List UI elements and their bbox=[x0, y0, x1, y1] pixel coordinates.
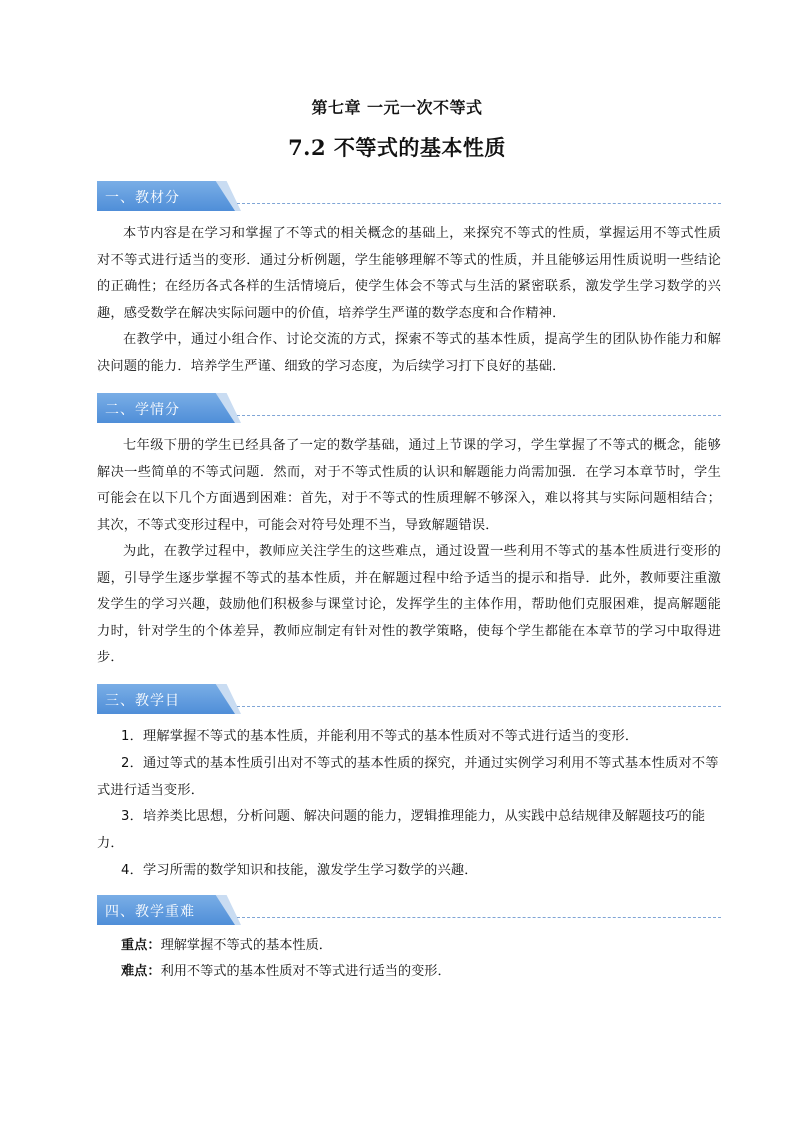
difficult-point-label: 难点： bbox=[121, 964, 161, 979]
section-title: 7.2 不等式的基本性质 bbox=[288, 135, 506, 160]
section-header-textbook-analysis bbox=[97, 181, 721, 211]
key-point-line bbox=[121, 934, 721, 958]
chapter-title: 第七章 一元一次不等式 bbox=[311, 98, 483, 117]
dashed-divider bbox=[237, 203, 721, 204]
section-header-teaching-goals bbox=[97, 684, 721, 714]
paragraph: 在教学中，通过小组合作、讨论交流的方式，探索不等式的基本性质，提高学生的团队协作能力和解决问题的能力．培养学生严谨、细致的学习态度，为后续学习打下良好的基础． bbox=[97, 332, 721, 374]
section-header-key-difficult bbox=[97, 895, 721, 925]
dashed-divider bbox=[237, 415, 721, 416]
goal-item: 4．学习所需的数学知识和技能，激发学生学习数学的兴趣． bbox=[121, 863, 478, 878]
section-label: 三、教学目 bbox=[105, 693, 180, 709]
section-label: 二、学情分 bbox=[105, 402, 180, 418]
goal-item: 2．通过等式的基本性质引出对不等式的基本性质的探究，并通过实例学习利用不等式基本性质对不等式进行适当变形． bbox=[97, 756, 719, 798]
goal-item: 3．培养类比思想，分析问题、解决问题的能力，逻辑推理能力，从实践中总结规律及解题技巧的能力． bbox=[97, 809, 706, 851]
paragraph: 本节内容是在学习和掌握了不等式的相关概念的基础上，来探究不等式的性质，掌握运用不等式性质对不等式进行适当的变形．通过分析例题，学生能够理解不等式的性质，并且能够运用性质说明一些结论的正确性；在经历各式各样的生活情境后，使学生体会不等式与生活的紧密联系，激发学生学习数学的兴趣，感受数学在解决实际问题中的价值，培养学生严谨的数学态度和合作精神． bbox=[97, 226, 721, 321]
dashed-divider bbox=[237, 917, 721, 918]
goal-item: 1．理解掌握不等式的基本性质，并能利用不等式的基本性质对不等式进行适当的变形． bbox=[121, 729, 639, 744]
paragraph: 七年级下册的学生已经具备了一定的数学基础，通过上节课的学习，学生掌握了不等式的概念，能够解决一些简单的不等式问题．然而，对于不等式性质的认识和解题能力尚需加强．在学习本章节时，学生可能会在以下几个方面遇到困难：首先，对于不等式的性质理解不够深入，难以将其与实际问题相结合；其次，不等式变形过程中，可能会对符号处理不当，导致解题错误． bbox=[97, 438, 721, 533]
section-label: 一、教材分 bbox=[105, 190, 180, 206]
difficult-point-line bbox=[121, 960, 721, 984]
dashed-divider bbox=[237, 706, 721, 707]
section-header-student-analysis bbox=[97, 393, 721, 423]
section-label: 四、教学重难 bbox=[105, 904, 195, 920]
difficult-point-text: 利用不等式的基本性质对不等式进行适当的变形． bbox=[160, 964, 451, 979]
key-point-label: 重点： bbox=[121, 938, 161, 953]
key-point-text: 理解掌握不等式的基本性质． bbox=[160, 938, 332, 953]
paragraph: 为此，在教学过程中，教师应关注学生的这些难点，通过设置一些利用不等式的基本性质进行变形的题，引导学生逐步掌握不等式的基本性质，并在解题过程中给予适当的提示和指导．此外，教师要注重激发学生的学习兴趣，鼓励他们积极参与课堂讨论，发挥学生的主体作用，帮助他们克服困难，提高解题能力时，针对学生的个体差异，教师应制定有针对性的教学策略，使每个学生都能在本章节的学习中取得进步． bbox=[97, 544, 721, 665]
